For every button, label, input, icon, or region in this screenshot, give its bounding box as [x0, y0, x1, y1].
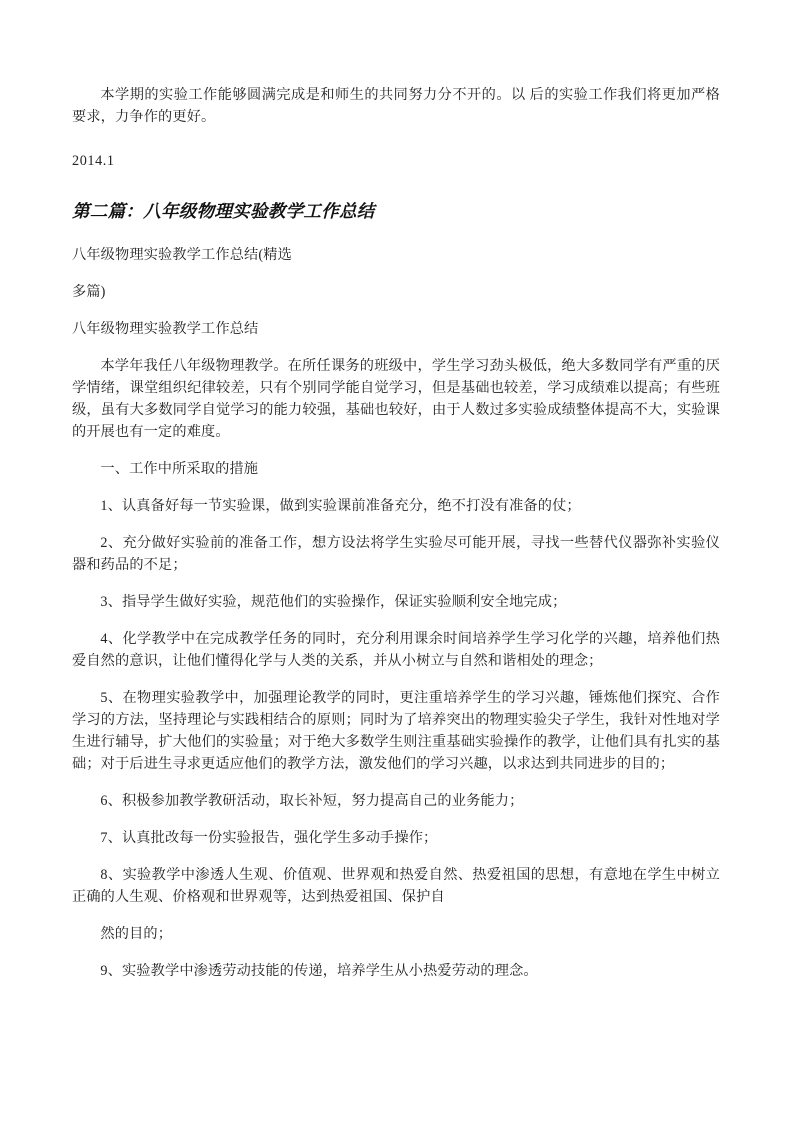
closing-paragraph: 本学期的实验工作能够圆满完成是和师生的共同努力分不开的。以 后的实验工作我们将更加严格要求，力争作的更好。	[72, 87, 720, 125]
subsection-heading-one: 一、工作中所采取的措施	[100, 461, 259, 477]
title-line-3: 八年级物理实验教学工作总结	[72, 321, 259, 337]
measure-item-5: 5、在物理实验教学中，加强理论教学的同时，更注重培养学生的学习兴趣，锤炼他们探究、合作学习的方法，坚持理论与实践相结合的原则；同时为了培养突出的物理实验尖子学生，我针对性地对学生进行辅导，扩大他们的实验量；对于绝大多数学生则注重基础实验操作的教学，让他们具有扎实的基础；对于后进生寻求更适应他们的教学方法，激发他们的学习兴趣，以求达到共同进步的目的；	[72, 690, 720, 772]
measure-item-4: 4、化学教学中在完成教学任务的同时，充分利用课余时间培养学生学习化学的兴趣，培养他们热爱自然的意识，让他们懂得化学与人类的关系，并从小树立与自然和谐相处的理念；	[72, 631, 720, 669]
measure-item-3: 3、指导学生做好实验，规范他们的实验操作，保证实验顺利安全地完成；	[100, 594, 567, 610]
document-body	[72, 84, 720, 991]
measure-item-7: 7、认真批改每一份实验报告，强化学生多动手操作；	[100, 830, 438, 846]
section-heading: 第二篇：八年级物理实验教学工作总结	[72, 201, 375, 221]
measure-item-8: 8、实验教学中渗透人生观、价值观、世界观和热爱自然、热爱祖国的思想，有意地在学生中树立正确的人生观、价格观和世界观等，达到热爱祖国、保护自	[72, 867, 720, 905]
measure-item-6: 6、积极参加教学教研活动，取长补短，努力提高自己的业务能力；	[100, 793, 524, 809]
title-line-1: 八年级物理实验教学工作总结(精选	[72, 247, 292, 263]
measure-item-8-continued: 然的目的；	[100, 926, 173, 942]
title-line-2: 多篇)	[72, 284, 106, 300]
measure-item-2: 2、充分做好实验前的准备工作，想方设法将学生实验尽可能开展，寻找一些替代仪器弥补实验仪器和药品的不足；	[72, 535, 720, 573]
measure-item-1: 1、认真备好每一节实验课，做到实验课前准备充分，绝不打没有准备的仗；	[100, 498, 581, 514]
intro-paragraph: 本学年我任八年级物理教学。在所任课务的班级中，学生学习劲头极低，绝大多数同学有严重的厌学情绪，课堂组织纪律较差，只有个别同学能自觉学习，但是基础也较差，学习成绩难以提高；有些班级，虽有大多数同学自觉学习的能力较强，基础也较好，由于人数过多实验成绩整体提高不大，实验课的开展也有一定的难度。	[72, 358, 720, 440]
date-line: 2014.1	[72, 153, 115, 169]
measure-item-9: 9、实验教学中渗透劳动技能的传递，培养学生从小热爱劳动的理念。	[100, 963, 538, 979]
